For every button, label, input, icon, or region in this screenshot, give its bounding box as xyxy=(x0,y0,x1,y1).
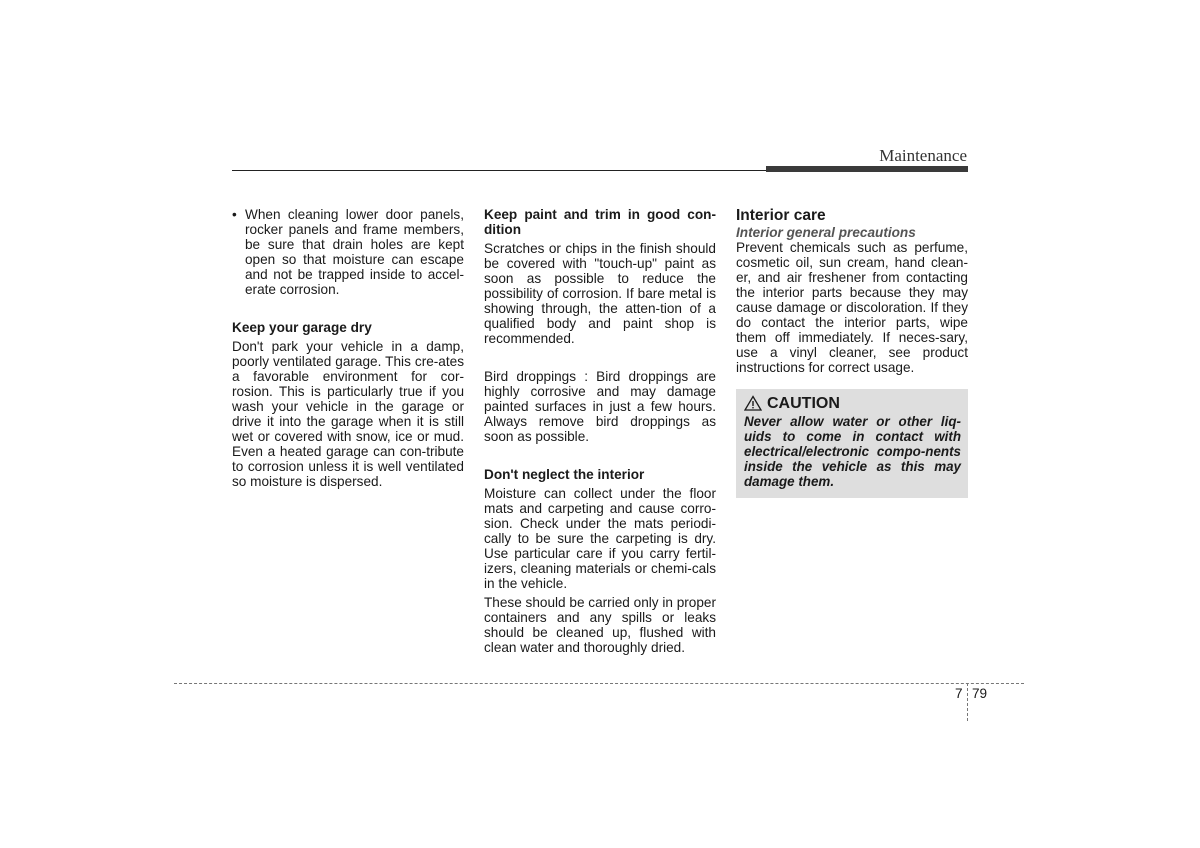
header-rule-accent xyxy=(766,166,968,172)
page-number: 79 xyxy=(972,686,988,701)
column-1 xyxy=(232,207,464,489)
column-3 xyxy=(736,207,968,498)
column-2 xyxy=(484,207,716,655)
paint-heading: Keep paint and trim in good con-dition xyxy=(484,207,716,237)
bullet-icon: • xyxy=(232,207,237,222)
caution-box xyxy=(736,389,968,498)
interior-care-heading: Interior care xyxy=(736,207,826,224)
interior-care-text: Prevent chemicals such as perfume, cosmetic oil, sun cream, hand clean-er, and air freshener from contacting the interior parts because they may cause damage or discoloration. If they do contact the interior parts, wipe them off immediately. If neces-sary, use a vinyl cleaner, see product instructions for correct usage. xyxy=(736,240,968,375)
garage-text: Don't park your vehicle in a damp, poorly ventilated garage. This cre-ates a favorable environment for cor-rosion. This is particularly true if you wash your vehicle in the garage or drive it into the garage when it is still wet or covered with snow, ice or mud. Even a heated garage can con-tribute to corrosion unless it is well ventilated so moisture is dispersed. xyxy=(232,339,464,489)
caution-title: CAUTION xyxy=(767,394,840,412)
caution-text: Never allow water or other liq-uids to come in contact with electrical/electronic compo-nents inside the vehicle as this may damage them. xyxy=(744,414,961,489)
header-rule xyxy=(232,170,766,171)
list-item xyxy=(232,207,464,297)
interior-precautions-subheading: Interior general precautions xyxy=(736,225,916,240)
paint-text: Scratches or chips in the finish should be covered with "touch-up" paint as soon as possible to reduce the possibility of corrosion. If bare metal is showing through, the atten-tion of a qualified body and paint shop is recommended. xyxy=(484,241,716,346)
containers-text: These should be carried only in proper containers and any spills or leaks should be cleaned up, flushed with clean water and thoroughly dried. xyxy=(484,595,716,655)
warning-triangle-icon xyxy=(744,395,762,411)
page-number-divider xyxy=(967,683,968,721)
footer-rule xyxy=(174,683,1024,684)
interior-text: Moisture can collect under the floor mats and carpeting and cause corro-sion. Check under the mats periodi-cally to be sure the carpeting is dry. Use particular care if you carry fertil-izers, cleaning materials or chemi-cals in the vehicle. xyxy=(484,486,716,591)
interior-heading: Don't neglect the interior xyxy=(484,467,645,482)
garage-heading: Keep your garage dry xyxy=(232,320,372,335)
section-title: Maintenance xyxy=(879,146,967,165)
page-chapter: 7 xyxy=(955,686,963,701)
bird-text: Bird droppings : Bird droppings are highly corrosive and may damage painted surfaces in just a few hours. Always remove bird droppings as soon as possible. xyxy=(484,369,716,444)
bullet-text: When cleaning lower door panels, rocker panels and frame members, be sure that drain holes are kept open so that moisture can escape and not be trapped inside to accel-erate corrosion. xyxy=(245,207,464,297)
